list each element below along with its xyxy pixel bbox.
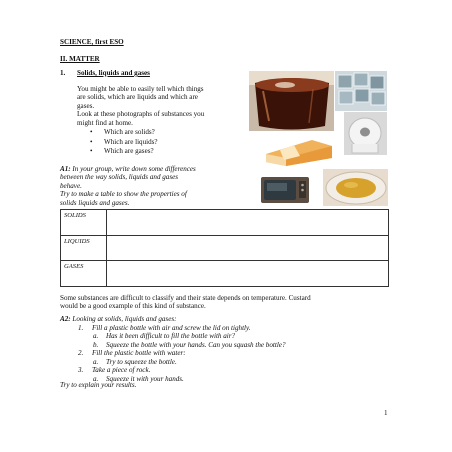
toilet-paper-image: [344, 112, 387, 155]
intro-line: might find at home.: [77, 118, 133, 127]
ice-cubes-image: [335, 71, 387, 111]
activity-2: [60, 315, 286, 383]
unit-title: II. MATTER: [60, 55, 100, 63]
activity-1-label: A1:: [60, 165, 71, 173]
television-image: [259, 175, 311, 205]
closing-instruction: Try to explain your results.: [60, 381, 137, 389]
activity-1-line: behave.: [60, 181, 82, 190]
bullet-icon: •: [90, 147, 93, 155]
intro-line: gases.: [77, 101, 95, 110]
list-item: • Which are gases?: [90, 147, 154, 155]
list-item: 2. Fill the plastic bottle with water:: [78, 349, 186, 357]
activity-1-line: A1: In your group, write down some differences: [60, 165, 196, 173]
activity-1: [60, 165, 196, 207]
intro-text: [77, 85, 204, 127]
table-row: [61, 261, 389, 287]
intro-line: You might be able to easily tell which things: [77, 85, 204, 93]
bullet-icon: •: [90, 128, 93, 136]
activity-1-line: solids liquids and gases.: [60, 198, 130, 207]
intro-line: are solids, which are liquids and which are: [77, 93, 198, 102]
list-item: 3. Take a piece of rock.: [78, 366, 151, 374]
activity-2-label: A2:: [60, 315, 71, 323]
list-item: • Which are liquids?: [90, 137, 158, 146]
question-list: [90, 128, 158, 157]
section-title: Solids, liquids and gases: [77, 69, 150, 77]
course-heading: SCIENCE, first ESO: [60, 38, 124, 46]
cola-glass-image: [249, 71, 334, 131]
list-item: a. Squeeze it with your hands.: [93, 374, 184, 383]
activity-1-line: between the way solids, liquids and gases: [60, 173, 179, 182]
list-item: 1. Fill a plastic bottle with air and screw the lid on tightly.: [78, 323, 251, 332]
list-item: • Which are solids?: [90, 128, 155, 136]
states-table: [60, 209, 389, 287]
bullet-icon: •: [90, 137, 93, 146]
intro-line: Look at these photographs of substances you: [77, 110, 205, 119]
row-label-solids: SOLIDS: [61, 210, 107, 236]
answer-cell[interactable]: [107, 261, 389, 287]
row-label-liquids: LIQUIDS: [61, 235, 107, 261]
custard-bowl-image: [323, 169, 388, 206]
section-number: 1.: [60, 69, 66, 77]
table-row: [61, 210, 389, 236]
custard-paragraph: [60, 294, 311, 311]
list-item: a. Try to squeeze the bottle.: [93, 357, 177, 366]
list-item: a. Has it been difficult to fill the bottle with air?: [93, 332, 236, 340]
row-label-gases: GASES: [61, 261, 107, 287]
activity-1-line: Try to make a table to show the properties of: [60, 190, 187, 199]
activity-2-intro: A2: Looking at solids, liquids and gases:: [60, 315, 177, 323]
paragraph-line: would be a good example of this kind of substance.: [60, 302, 206, 311]
page-number: 1: [384, 409, 388, 417]
answer-cell[interactable]: [107, 210, 389, 236]
cheese-image: [262, 134, 334, 168]
paragraph-line: Some substances are difficult to classify and their state depends on temperature. Custard: [60, 294, 311, 302]
answer-cell[interactable]: [107, 235, 389, 261]
table-row: [61, 235, 389, 261]
list-item: b. Squeeze the bottle with your hands. Can you squash the bottle?: [93, 340, 286, 349]
